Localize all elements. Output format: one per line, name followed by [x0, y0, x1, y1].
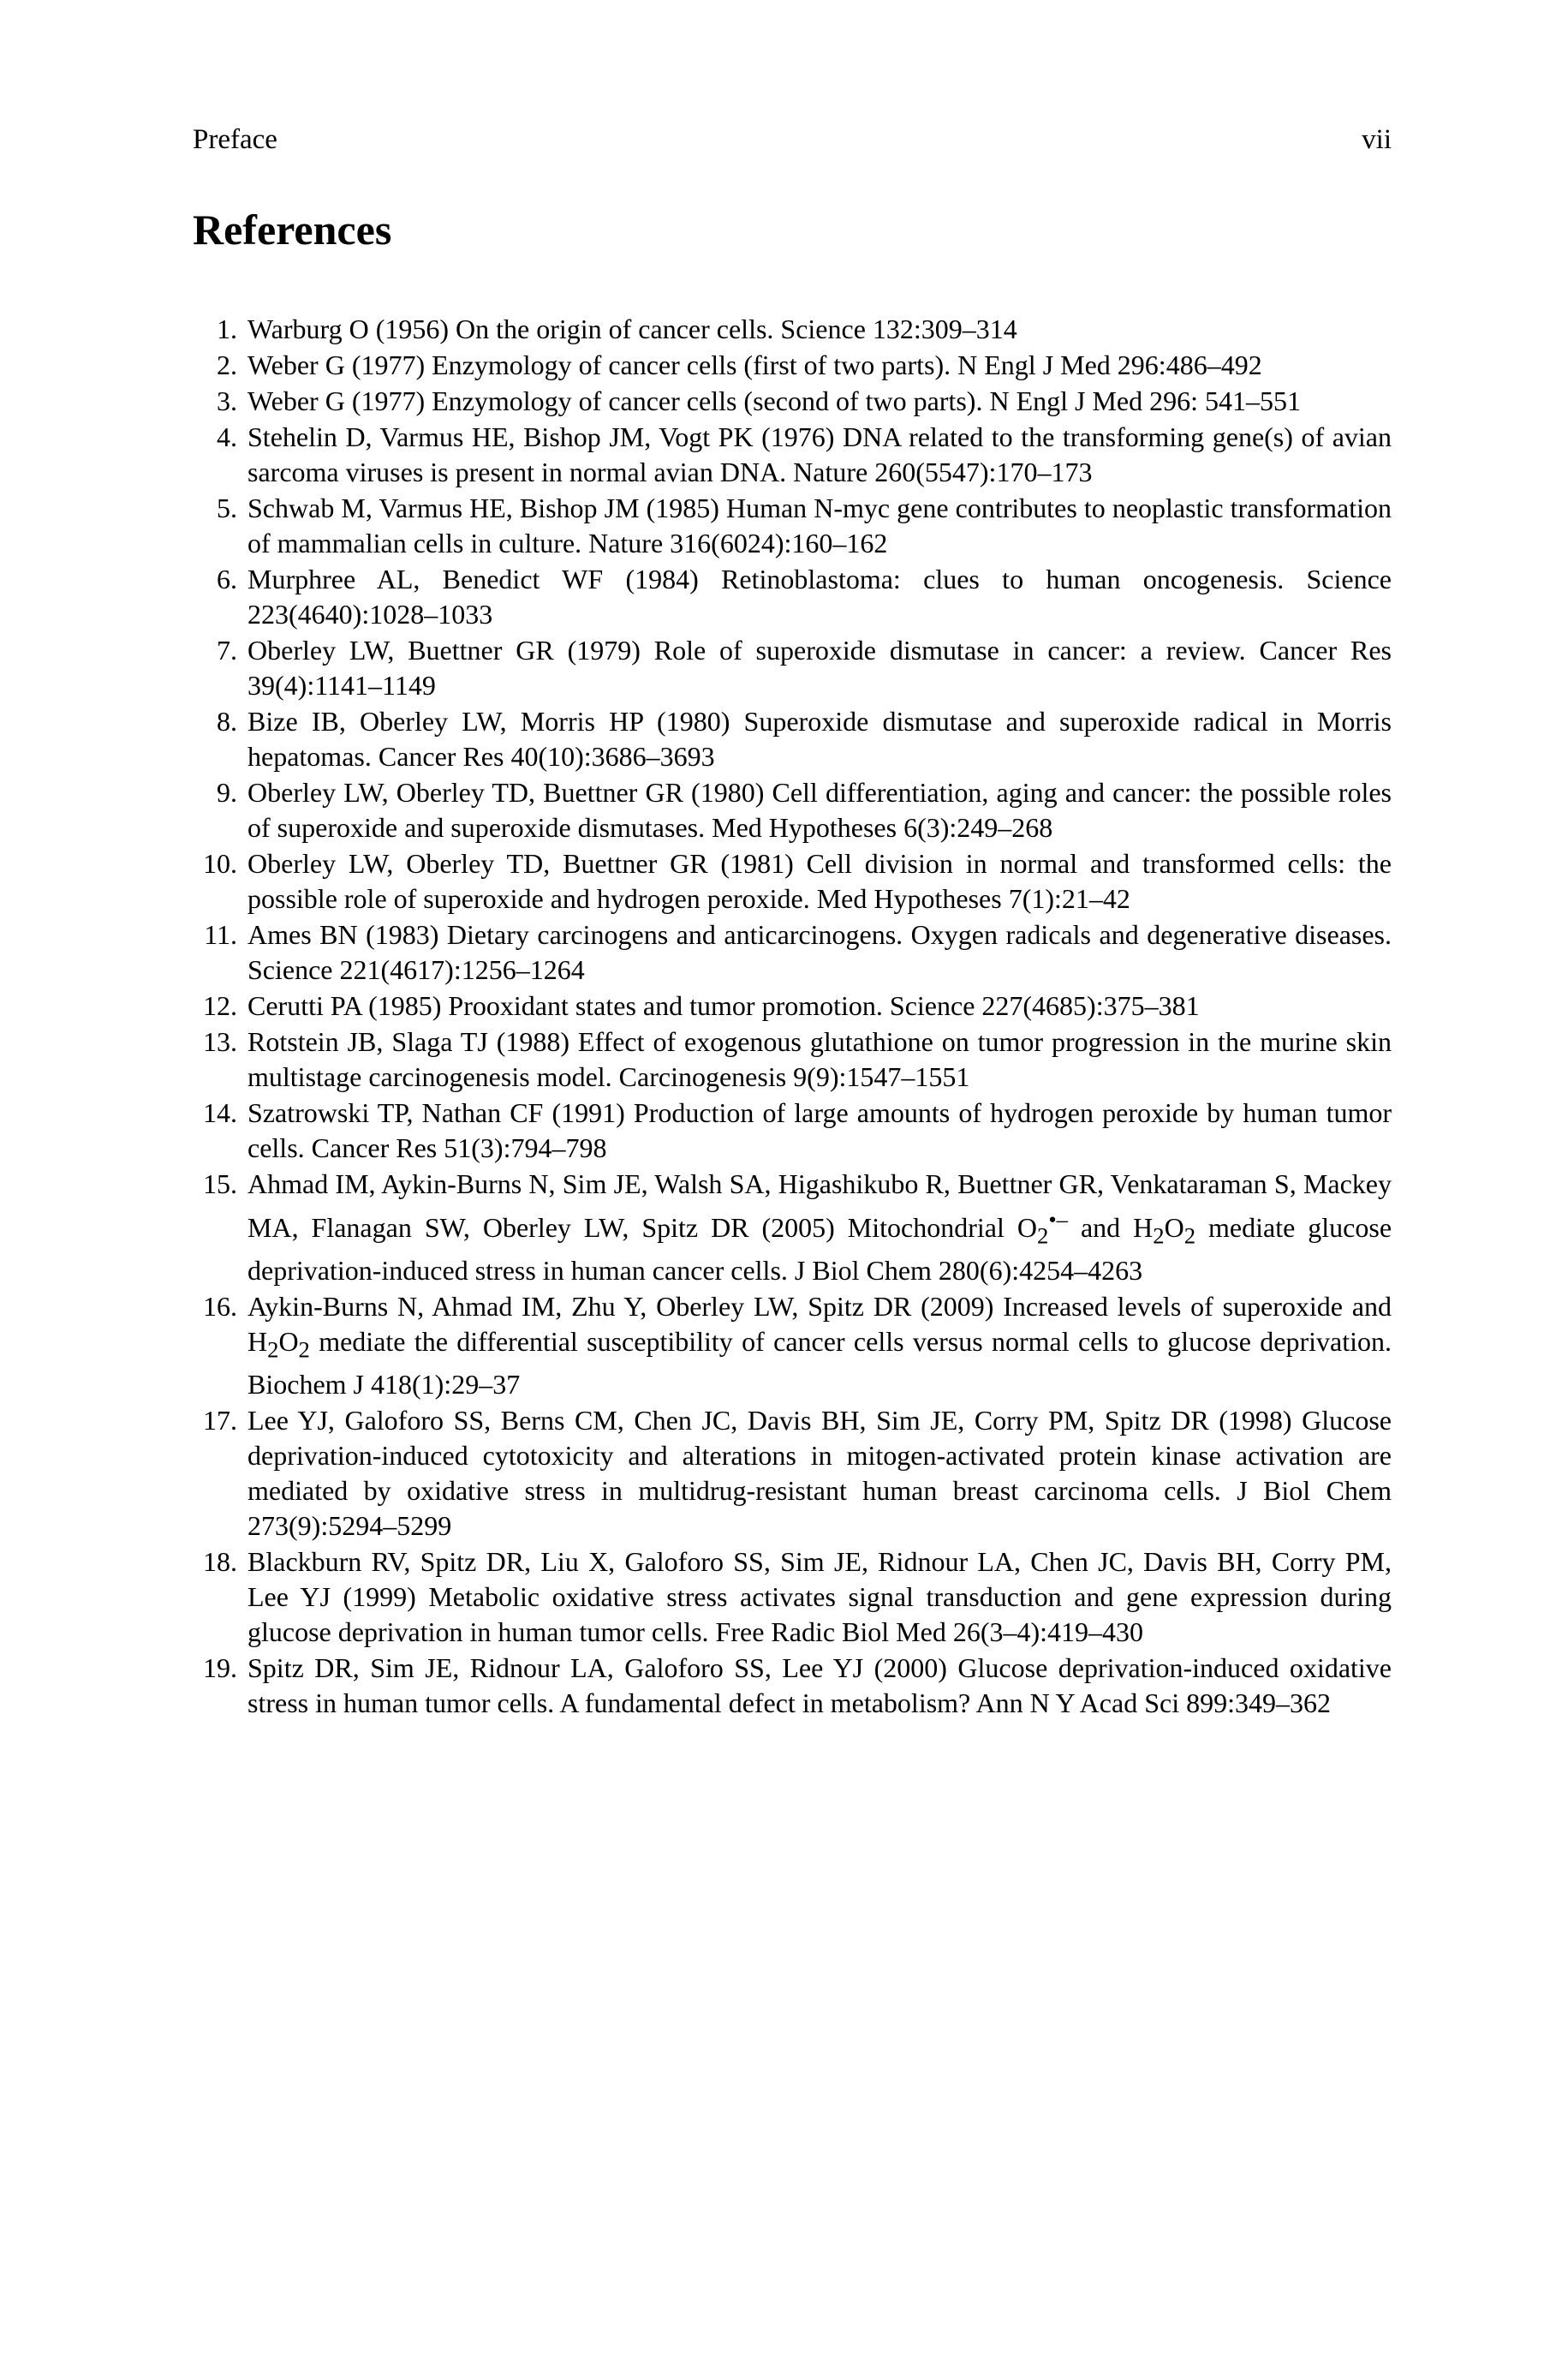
reference-item: [193, 420, 1392, 490]
reference-text-part: O: [278, 1326, 299, 1358]
reference-list: [193, 312, 1392, 1721]
reference-text: Weber G (1977) Enzymology of cancer cells (first of two parts). N Engl J Med 296:486–492: [247, 349, 1262, 380]
reference-item: [193, 1167, 1392, 1288]
reference-number: 5.: [217, 493, 237, 523]
reference-item: [193, 1024, 1392, 1095]
subscript: 2: [1036, 1222, 1049, 1249]
reference-text: [247, 1291, 1392, 1400]
reference-item: [193, 917, 1392, 988]
reference-number: 10.: [203, 848, 237, 879]
reference-number: 13.: [203, 1026, 237, 1057]
reference-item: [193, 562, 1392, 632]
reference-text-part: Aykin-Burns N, Ahmad IM, Zhu Y, Oberley LW, Spitz DR (2009) Increased levels of superoxide and H: [247, 1291, 1392, 1358]
subscript: 2: [267, 1336, 279, 1363]
reference-text: Blackburn RV, Spitz DR, Liu X, Galoforo SS, Sim JE, Ridnour LA, Chen JC, Davis BH, Corry PM, Lee YJ (1999) Metabolic oxidative stress activates signal transduction and gene expression during glucose deprivation in human tumor cells. Free Radic Biol Med 26(3–4):419–430: [247, 1546, 1392, 1648]
reference-text: [247, 1168, 1392, 1286]
reference-number: 4.: [217, 421, 237, 452]
reference-text: Cerutti PA (1985) Prooxidant states and tumor promotion. Science 227(4685):375–381: [247, 990, 1200, 1021]
reference-text: Murphree AL, Benedict WF (1984) Retinoblastoma: clues to human oncogenesis. Science 223(4640):1028–1033: [247, 564, 1392, 630]
reference-text: Szatrowski TP, Nathan CF (1991) Production of large amounts of hydrogen peroxide by human tumor cells. Cancer Res 51(3):794–798: [247, 1097, 1392, 1163]
running-head: [193, 120, 1392, 159]
reference-number: 1.: [217, 314, 237, 344]
reference-text-part: Ahmad IM, Aykin-Burns N, Sim JE, Walsh SA, Higashikubo R, Buettner GR, Venkataraman S, Mackey MA, Flanagan SW, Oberley LW, Spitz DR (2005) Mitochondrial O: [247, 1168, 1392, 1243]
reference-text: Warburg O (1956) On the origin of cancer cells. Science 132:309–314: [247, 314, 1017, 344]
reference-item: [193, 988, 1392, 1024]
reference-text: Rotstein JB, Slaga TJ (1988) Effect of exogenous glutathione on tumor progression in the murine skin multistage carcinogenesis model. Carcinogenesis 9(9):1547–1551: [247, 1026, 1392, 1092]
reference-number: 18.: [203, 1546, 237, 1578]
reference-number: 14.: [203, 1097, 237, 1128]
reference-item: [193, 1289, 1392, 1402]
reference-text: Stehelin D, Varmus HE, Bishop JM, Vogt PK (1976) DNA related to the transforming gene(s) of avian sarcoma viruses is present in normal avian DNA. Nature 260(5547):170–173: [247, 421, 1392, 487]
reference-number: 6.: [217, 564, 237, 594]
reference-text: Schwab M, Varmus HE, Bishop JM (1985) Human N-myc gene contributes to neoplastic transformation of mammalian cells in culture. Nature 316(6024):160–162: [247, 493, 1392, 558]
reference-item: [193, 775, 1392, 845]
reference-item: [193, 633, 1392, 703]
reference-number: 9.: [217, 777, 237, 808]
reference-text: Weber G (1977) Enzymology of cancer cells (second of two parts). N Engl J Med 296: 541–551: [247, 385, 1301, 416]
subscript: 2: [298, 1336, 310, 1363]
reference-number: 17.: [203, 1405, 237, 1436]
reference-text-part: mediate glucose deprivation-induced stress in human cancer cells. J Biol Chem 280(6):4254–4263: [247, 1211, 1392, 1287]
reference-item: [193, 384, 1392, 419]
reference-number: 11.: [204, 919, 237, 950]
reference-number: 2.: [217, 349, 237, 380]
reference-item: [193, 1651, 1392, 1721]
subscript: 2: [1183, 1222, 1196, 1249]
reference-item: [193, 491, 1392, 561]
reference-text-part: mediate the differential susceptibility of cancer cells versus normal cells to glucose deprivation. Biochem J 418(1):29–37: [247, 1326, 1392, 1401]
reference-number: 7.: [217, 635, 237, 666]
reference-text: Ames BN (1983) Dietary carcinogens and anticarcinogens. Oxygen radicals and degenerative diseases. Science 221(4617):1256–1264: [247, 919, 1392, 985]
reference-text: Bize IB, Oberley LW, Morris HP (1980) Superoxide dismutase and superoxide radical in Morris hepatomas. Cancer Res 40(10):3686–3693: [247, 706, 1392, 772]
reference-number: 19.: [203, 1652, 237, 1684]
running-head-title: Preface: [193, 124, 277, 155]
reference-text: Oberley LW, Buettner GR (1979) Role of superoxide dismutase in cancer: a review. Cancer Res 39(4):1141–1149: [247, 635, 1392, 701]
reference-item: [193, 1403, 1392, 1544]
reference-number: 16.: [203, 1291, 237, 1323]
reference-item: [193, 348, 1392, 383]
book-page: [193, 120, 1392, 1722]
reference-text: Oberley LW, Oberley TD, Buettner GR (1981) Cell division in normal and transformed cells: the possible role of superoxide and hydrogen peroxide. Med Hypotheses 7(1):21–42: [247, 848, 1392, 914]
subscript: 2: [1153, 1222, 1165, 1249]
reference-number: 12.: [203, 990, 237, 1021]
reference-text: Lee YJ, Galoforo SS, Berns CM, Chen JC, Davis BH, Sim JE, Corry PM, Spitz DR (1998) Glucose deprivation-induced cytotoxicity and alterations in mitogen-activated protein kinase activation are mediated by oxidative stress in multidrug-resistant human breast carcinoma cells. J Biol Chem 273(9):5294–5299: [247, 1405, 1392, 1542]
section-title: References: [193, 206, 392, 254]
reference-item: [193, 846, 1392, 917]
reference-text-part: and H: [1067, 1211, 1154, 1243]
reference-text: Oberley LW, Oberley TD, Buettner GR (1980) Cell differentiation, aging and cancer: the possible roles of superoxide and superoxide dismutases. Med Hypotheses 6(3):249–268: [247, 777, 1392, 843]
page-number: vii: [1362, 124, 1392, 155]
reference-item: [193, 312, 1392, 347]
reference-item: [193, 1544, 1392, 1650]
reference-text: Spitz DR, Sim JE, Ridnour LA, Galoforo SS, Lee YJ (2000) Glucose deprivation-induced oxidative stress in human tumor cells. A fundamental defect in metabolism? Ann N Y Acad Sci 899:349–362: [247, 1652, 1392, 1719]
reference-number: 3.: [217, 385, 237, 416]
superscript: •–: [1048, 1206, 1068, 1232]
reference-item: [193, 1096, 1392, 1166]
reference-number: 15.: [203, 1168, 237, 1199]
reference-text-part: O: [1164, 1211, 1184, 1243]
reference-item: [193, 704, 1392, 774]
reference-number: 8.: [217, 706, 237, 737]
